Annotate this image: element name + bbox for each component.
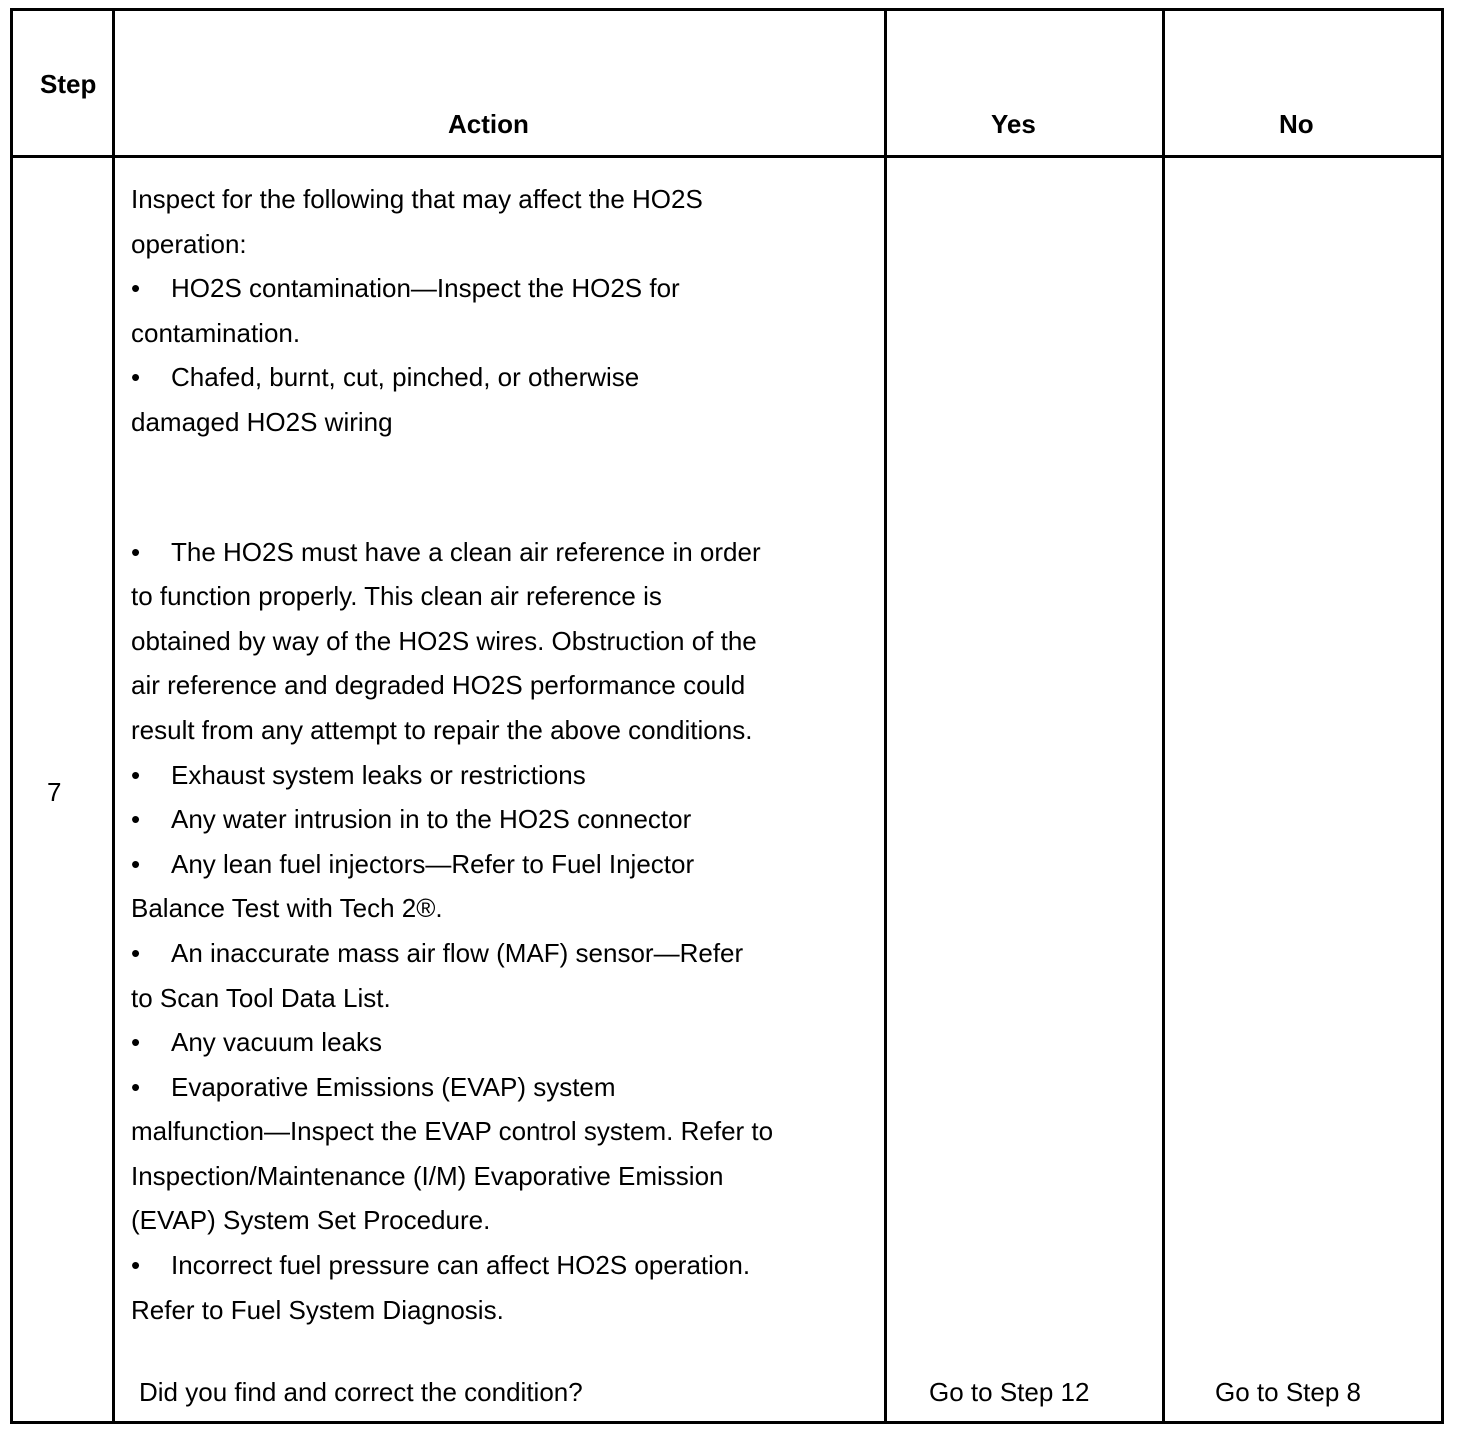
list-item: • HO2S contamination—Inspect the HO2S for [131,266,831,311]
spacer [131,445,831,530]
yes-result: Go to Step 12 [929,1377,1090,1407]
list-item: • Chafed, burnt, cut, pinched, or otherwise [131,355,831,400]
column-divider [112,11,115,1421]
action-intro: Inspect for the following that may affect the HO2S [131,184,703,214]
bullet: • [131,759,141,790]
header-step: Step [40,69,97,99]
column-divider [1162,11,1165,1421]
list-item: • Exhaust system leaks or restrictions [131,753,831,798]
bullet: • [131,362,141,393]
bullet: • [131,1250,141,1281]
list-item: • Incorrect fuel pressure can affect HO2S operation. [131,1243,831,1288]
column-divider [884,11,887,1421]
list-item-cont: Balance Test with Tech 2®. [131,893,443,924]
header-yes: Yes [991,109,1036,139]
list-item: • Any vacuum leaks [131,1020,831,1065]
list-item: • Any lean fuel injectors—Refer to Fuel Injector [131,842,831,887]
list-item-cont: air reference and degraded HO2S performance could [131,670,746,701]
bullet: • [131,1027,141,1058]
list-item: • Any water intrusion in to the HO2S connector [131,797,831,842]
bullet: • [131,1071,141,1102]
list-item-cont: damaged HO2S wiring [131,406,393,437]
list-item-cont: contamination. [131,317,301,348]
no-result: Go to Step 8 [1215,1377,1361,1407]
list-item-cont: malfunction—Inspect the EVAP control system. Refer to [131,1116,774,1147]
list-item: • An inaccurate mass air flow (MAF) sensor—Refer [131,931,831,976]
bullet: • [131,536,141,567]
bullet: • [131,937,141,968]
list-item-cont: to function properly. This clean air reference is [131,581,662,612]
list-item-cont: Refer to Fuel System Diagnosis. [131,1294,504,1325]
action-cell [131,177,831,1332]
list-item-cont: (EVAP) System Set Procedure. [131,1205,491,1236]
list-item-cont: obtained by way of the HO2S wires. Obstruction of the [131,625,757,656]
diagnostic-table [10,8,1444,1424]
header-no: No [1279,109,1314,139]
header-divider [13,155,1441,158]
bullet: • [131,848,141,879]
header-action: Action [448,109,529,139]
list-item: • Evaporative Emissions (EVAP) system [131,1065,831,1110]
action-question: Did you find and correct the condition? [139,1377,583,1407]
bullet: • [131,804,141,835]
list-item-cont: to Scan Tool Data List. [131,982,391,1013]
list-item: • The HO2S must have a clean air reference in order [131,530,831,575]
bullet: • [131,273,141,304]
list-item-cont: result from any attempt to repair the above conditions. [131,714,753,745]
list-item-cont: Inspection/Maintenance (I/M) Evaporative Emission [131,1160,724,1191]
step-number: 7 [47,777,62,807]
action-intro-cont: operation: [131,228,247,259]
